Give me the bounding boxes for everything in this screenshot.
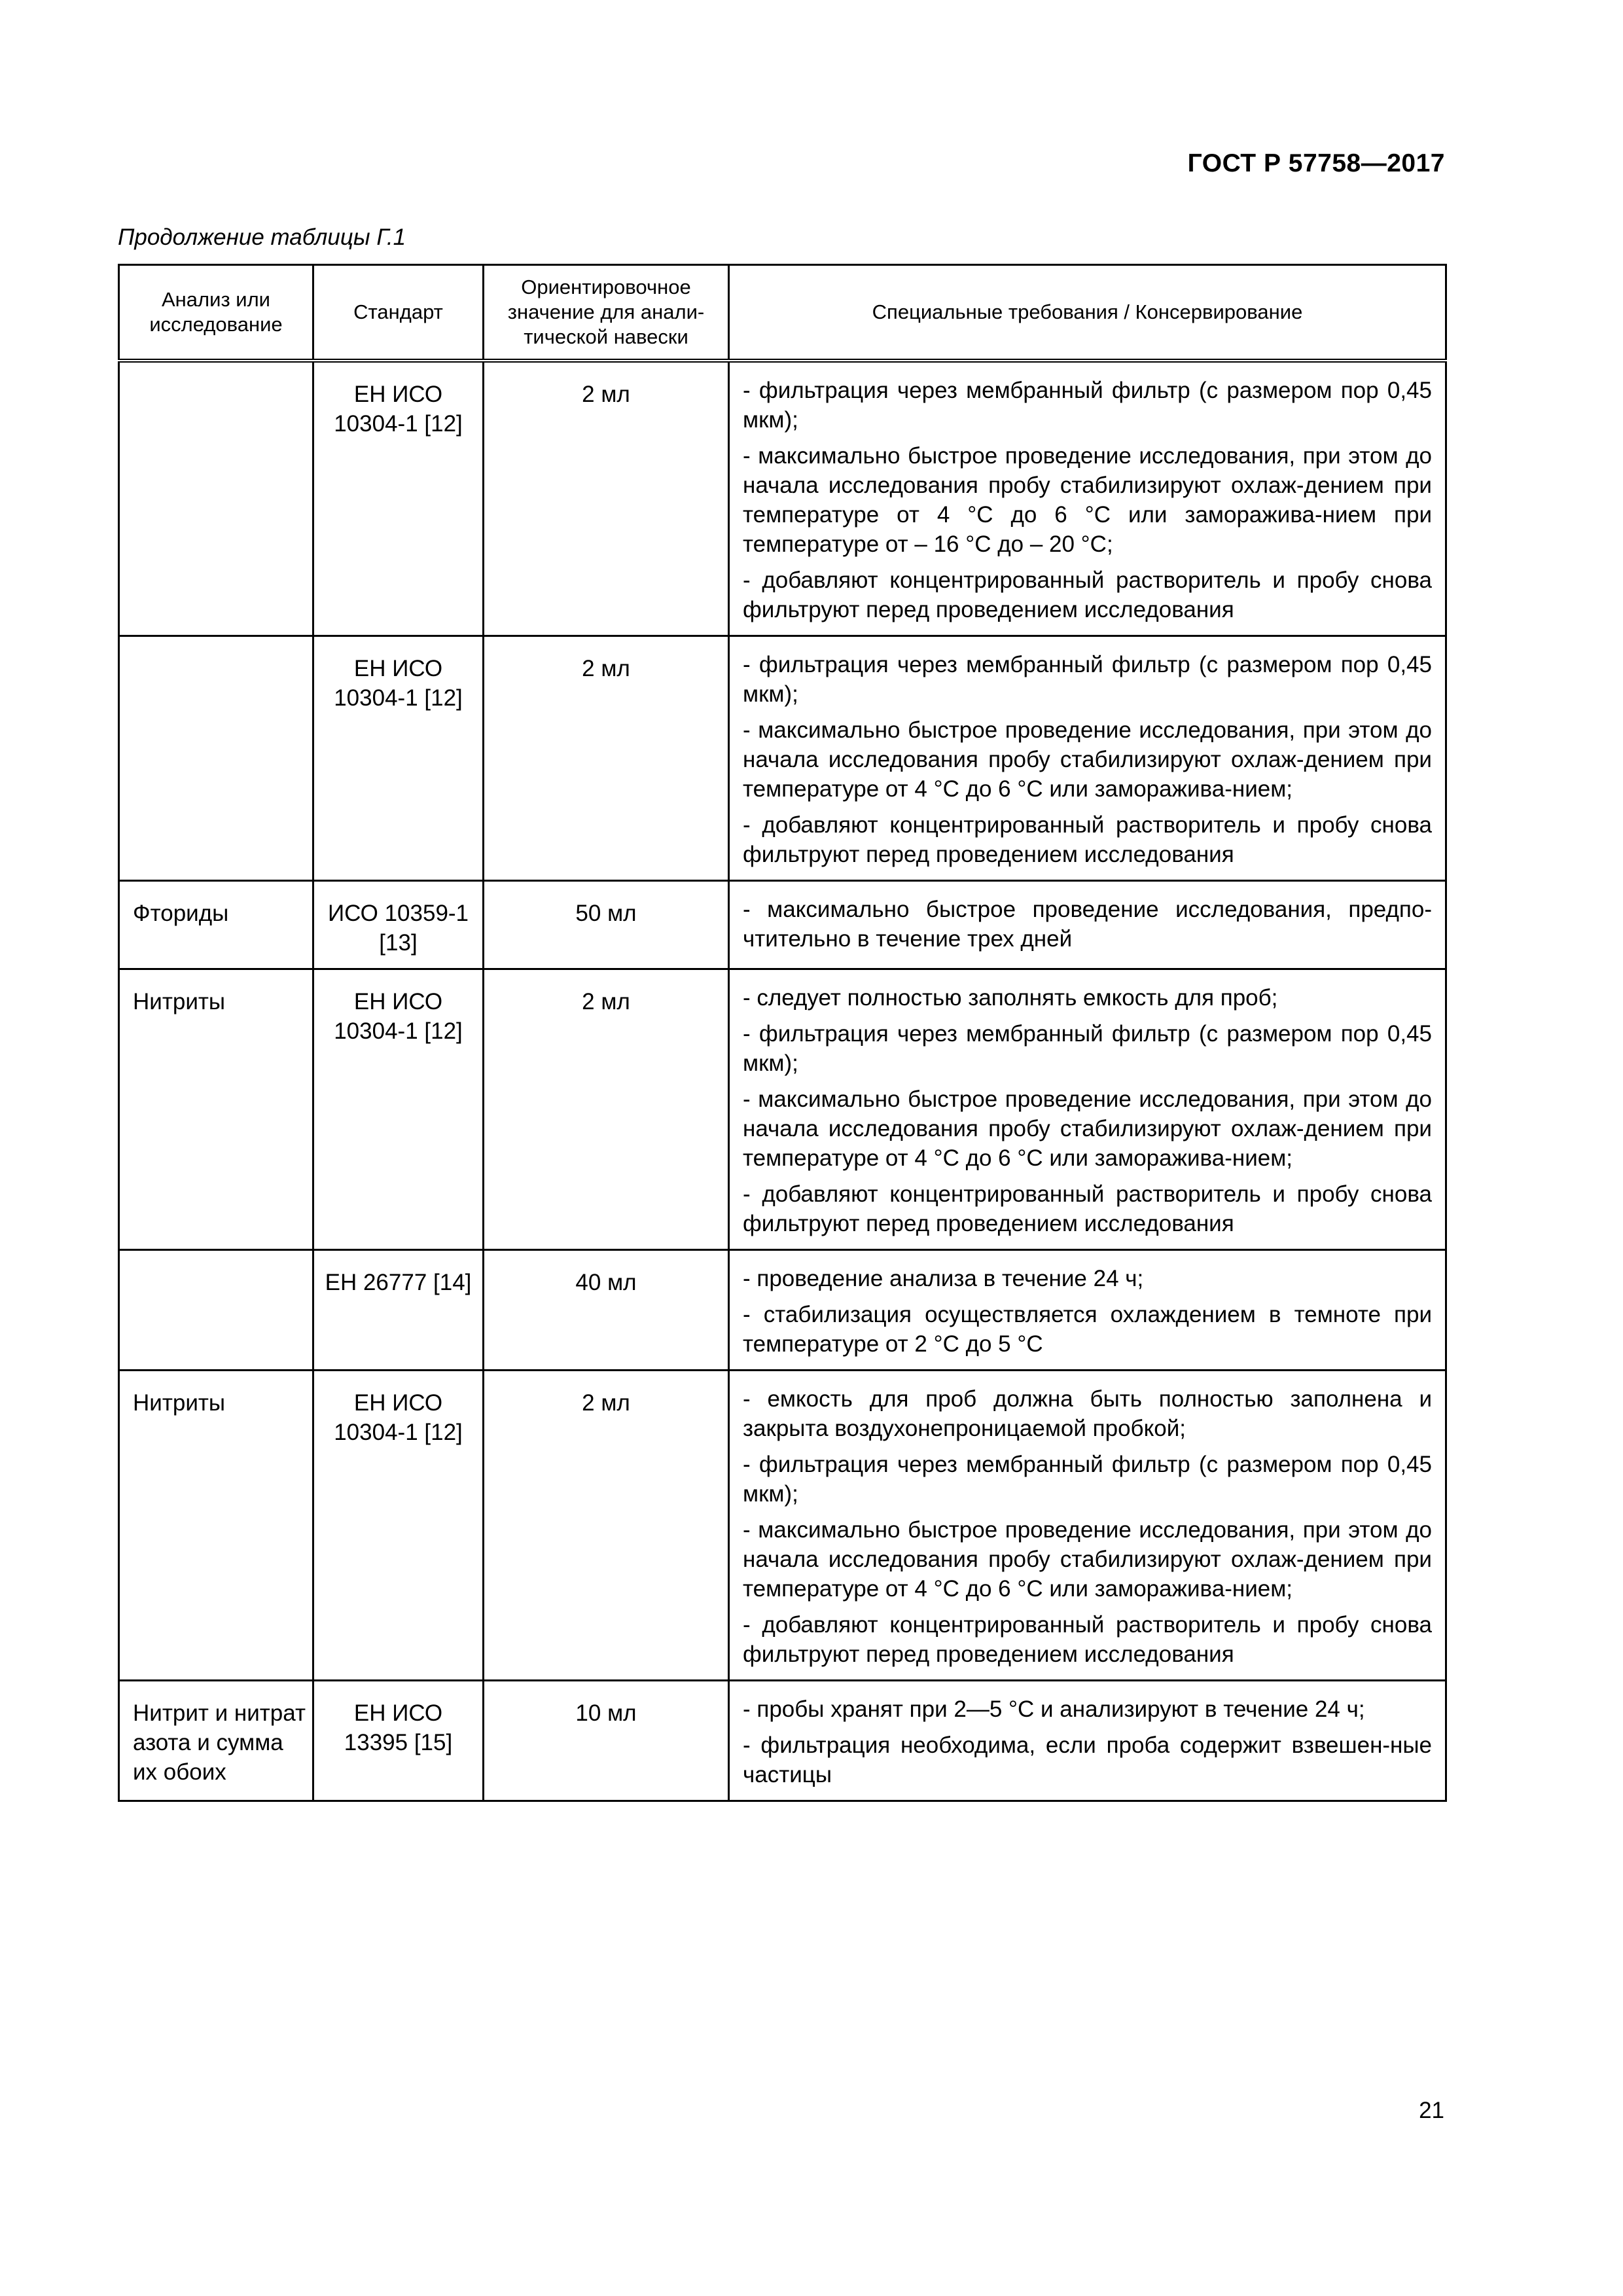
column-header-amount: Ориентировочное значение для анали-тической навески <box>484 265 729 361</box>
cell-analysis: Фториды <box>119 881 313 969</box>
cell-amount: 2 мл <box>484 969 729 1250</box>
requirement-item: - добавляют концентрированный растворитель и пробу снова фильтруют перед проведением исследования <box>743 567 1432 622</box>
requirement-item: - фильтрация через мембранный фильтр (с размером пор 0,45 мкм); <box>743 378 1432 433</box>
cell-analysis <box>119 636 313 881</box>
document-code: ГОСТ Р 57758—2017 <box>1187 149 1445 177</box>
page-number: 21 <box>1419 2098 1444 2123</box>
table-row <box>119 361 1446 636</box>
requirement-item: - стабилизация осуществляется охлаждением в темноте при температуре от 2 °С до 5 °С <box>743 1302 1432 1357</box>
cell-analysis <box>119 1250 313 1371</box>
requirement-item: - фильтрация через мембранный фильтр (с размером пор 0,45 мкм); <box>743 652 1432 707</box>
table-row <box>119 881 1446 969</box>
table-row <box>119 969 1446 1250</box>
cell-standard: ЕН ИСО 10304-1 [12] <box>313 969 484 1250</box>
table-row <box>119 1371 1446 1681</box>
requirement-item: - добавляют концентрированный растворитель и пробу снова фильтруют перед проведением исследования <box>743 1612 1432 1667</box>
requirement-item: - емкость для проб должна быть полностью заполнена и закрыта воздухонепроницаемой пробкой; <box>743 1386 1432 1441</box>
requirement-item: - максимально быстрое проведение исследования, при этом до начала исследования пробу стабилизируют охлаж-дением при температуре от 4 °С до 6 °С или заморажива-нием; <box>743 1086 1432 1171</box>
cell-amount: 40 мл <box>484 1250 729 1371</box>
requirement-item: - максимально быстрое проведение исследования, при этом до начала исследования пробу стабилизируют охлаж-дением при температуре от 4 °С до 6 °С или заморажива-нием при температуре от – 16 °С до – 20 °С; <box>743 443 1432 557</box>
cell-requirements <box>729 969 1446 1250</box>
cell-requirements <box>729 1250 1446 1371</box>
requirement-item: - фильтрация необходима, если проба содержит взвешен-ные частицы <box>743 1732 1432 1787</box>
column-header-analysis: Анализ или исследование <box>119 265 313 361</box>
cell-standard: ЕН ИСО 10304-1 [12] <box>313 636 484 881</box>
table-row <box>119 1250 1446 1371</box>
requirement-item: - фильтрация через мембранный фильтр (с размером пор 0,45 мкм); <box>743 1452 1432 1507</box>
requirements-table <box>118 264 1447 1802</box>
cell-standard: ЕН ИСО 10304-1 [12] <box>313 1371 484 1681</box>
table-row <box>119 1681 1446 1801</box>
requirement-item: - добавляют концентрированный растворитель и пробу снова фильтруют перед проведением исследования <box>743 812 1432 867</box>
cell-analysis: Нитриты <box>119 1371 313 1681</box>
requirement-item: - добавляют концентрированный растворитель и пробу снова фильтруют перед проведением исследования <box>743 1181 1432 1236</box>
cell-amount: 2 мл <box>484 361 729 636</box>
requirement-item: - следует полностью заполнять емкость для проб; <box>743 985 1278 1011</box>
cell-amount: 50 мл <box>484 881 729 969</box>
table-caption: Продолжение таблицы Г.1 <box>118 224 406 250</box>
table-body <box>119 361 1446 1801</box>
cell-analysis <box>119 361 313 636</box>
requirement-item: - максимально быстрое проведение исследования, при этом до начала исследования пробу стабилизируют охлаж-дением при температуре от 4 °С до 6 °С или заморажива-нием; <box>743 1517 1432 1602</box>
column-header-standard: Стандарт <box>313 265 484 361</box>
cell-amount: 2 мл <box>484 1371 729 1681</box>
cell-amount: 2 мл <box>484 636 729 881</box>
requirement-item: - максимально быстрое проведение исследования, при этом до начала исследования пробу стабилизируют охлаж-дением при температуре от 4 °С до 6 °С или заморажива-нием; <box>743 717 1432 802</box>
cell-requirements <box>729 361 1446 636</box>
column-header-requirements: Специальные требования / Консервирование <box>729 265 1446 361</box>
requirement-item: - проведение анализа в течение 24 ч; <box>743 1266 1144 1291</box>
cell-standard: ИСО 10359-1 [13] <box>313 881 484 969</box>
requirement-item: - максимально быстрое проведение исследования, предпо-чтительно в течение трех дней <box>743 897 1432 952</box>
cell-standard: ЕН ИСО 13395 [15] <box>313 1681 484 1801</box>
cell-requirements <box>729 1681 1446 1801</box>
cell-analysis: Нитрит и нитрат азота и сумма их обоих <box>119 1681 313 1801</box>
cell-standard: ЕН 26777 [14] <box>313 1250 484 1371</box>
cell-standard: ЕН ИСО 10304-1 [12] <box>313 361 484 636</box>
requirement-item: - пробы хранят при 2—5 °С и анализируют в течение 24 ч; <box>743 1696 1365 1722</box>
table-header-row <box>119 265 1446 361</box>
cell-requirements <box>729 636 1446 881</box>
table-row <box>119 636 1446 881</box>
requirement-item: - фильтрация через мембранный фильтр (с размером пор 0,45 мкм); <box>743 1021 1432 1076</box>
cell-requirements <box>729 1371 1446 1681</box>
cell-requirements <box>729 881 1446 969</box>
cell-amount: 10 мл <box>484 1681 729 1801</box>
cell-analysis: Нитриты <box>119 969 313 1250</box>
